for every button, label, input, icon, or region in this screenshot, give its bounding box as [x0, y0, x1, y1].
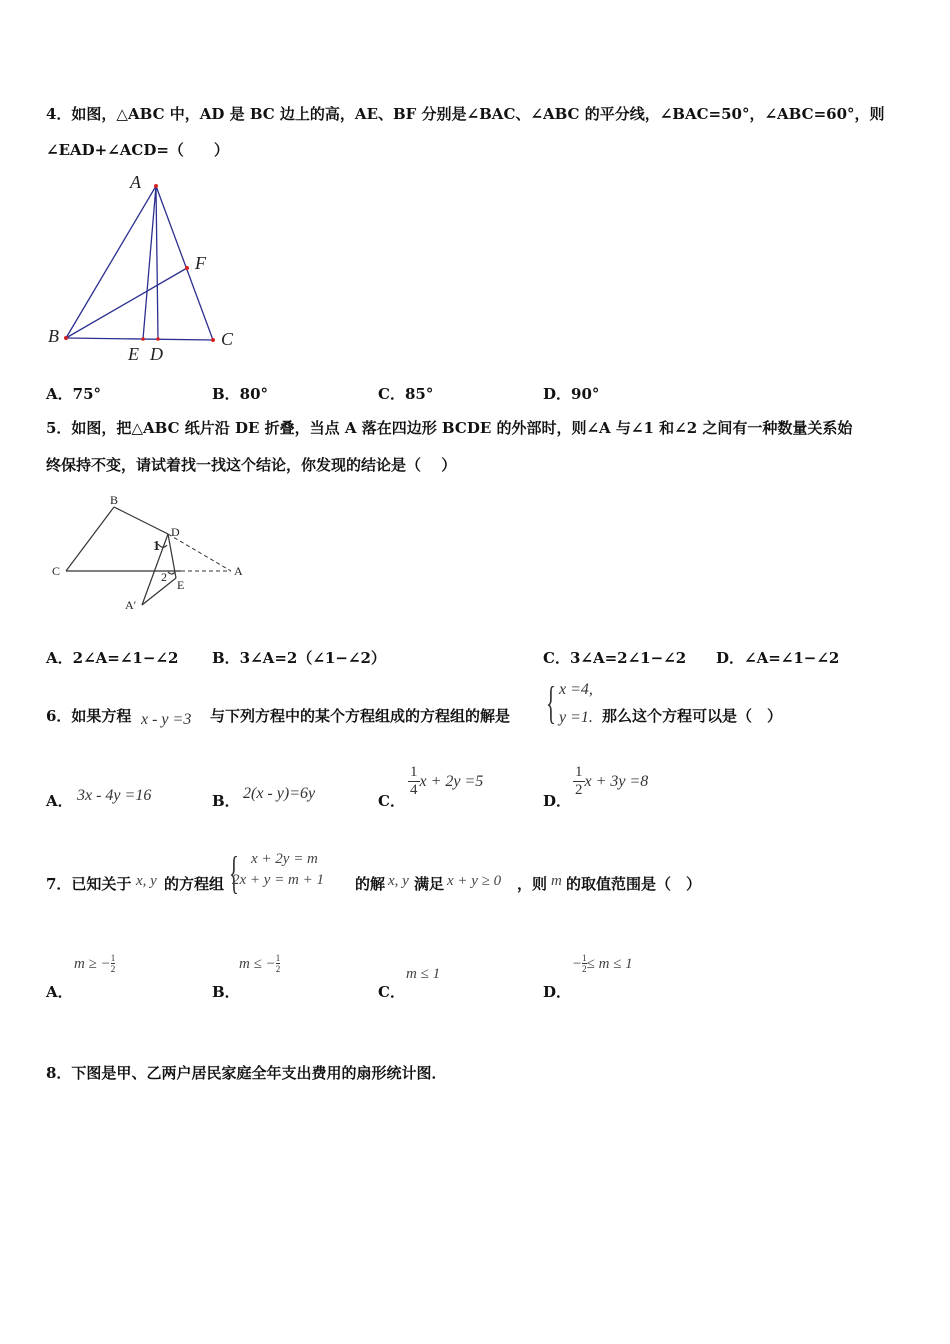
q5-label-d: D	[171, 525, 180, 539]
q5-fold-figure	[46, 492, 246, 617]
q7-suffix: 的取值范围是（ ）	[566, 875, 702, 893]
q7-condition: x + y ≥ 0	[447, 873, 502, 889]
q7-option-d-label[interactable]: D．	[543, 983, 572, 1001]
q6-option-d-label[interactable]: D．	[543, 792, 572, 810]
q4-label-b: B	[48, 326, 59, 346]
q7-option-c-label[interactable]: C．	[378, 983, 405, 1001]
q6-solution-x: x =4,	[559, 681, 593, 698]
q7-middle2: 的解	[355, 875, 386, 893]
q5-option-c[interactable]: C．3∠A=2∠1−∠2	[543, 649, 687, 667]
q6-prefix: 6．如果方程	[46, 707, 132, 725]
q5-stem-line1: 5．如图，把△ABC 纸片沿 DE 折叠，当点 A 落在四边形 BCDE 的外部时，则∠A 与∠1 和∠2 之间有一种数量关系始	[46, 419, 853, 437]
q4-point-f	[185, 266, 189, 270]
q4-triangle-figure	[40, 170, 250, 370]
q6-option-a-label[interactable]: A．	[46, 792, 73, 810]
q5-option-a[interactable]: A．2∠A=∠1−∠2	[46, 649, 179, 667]
q5-dashed-da	[168, 534, 231, 571]
q7-m: m	[551, 873, 562, 889]
q4-option-c[interactable]: C．85°	[378, 385, 434, 403]
q6-option-d-fraction: $\frac{1}{2}$	[575, 764, 583, 798]
q5-label-angle2: 2	[161, 570, 167, 584]
q4-side-bc	[66, 338, 213, 340]
q6-option-b[interactable]: 2(x - y)=6y	[243, 785, 316, 802]
q7-middle1: 的方程组	[164, 875, 225, 893]
q4-label-f: F	[195, 253, 206, 273]
q6-option-b-label[interactable]: B．	[212, 792, 240, 810]
q4-point-a	[154, 184, 158, 188]
q4-point-e	[141, 337, 145, 341]
q6-option-c-label[interactable]: C．	[378, 792, 405, 810]
q5-angle2-arc	[168, 572, 175, 574]
q8-stem-line1: 8．下图是甲、乙两户居民家庭全年支出费用的扇形统计图．	[46, 1064, 447, 1082]
q4-altitude-ad	[156, 186, 158, 339]
q5-option-d[interactable]: D．∠A=∠1−∠2	[716, 649, 840, 667]
q7-middle4: ，则	[517, 875, 548, 893]
q6-option-c-fraction: $\frac{1}{4}$	[410, 764, 418, 798]
q4-bisector-ae	[143, 186, 156, 339]
q4-point-c	[211, 338, 215, 342]
q4-stem-line2: ∠EAD+∠ACD=（ ）	[46, 141, 229, 159]
q7-middle3: 满足	[414, 875, 445, 893]
q5-label-angle1: 1	[153, 539, 160, 554]
q4-point-d	[156, 337, 160, 341]
q7-prefix: 7．已知关于	[46, 875, 132, 893]
q6-solution-brace: {	[546, 677, 556, 728]
q4-point-b	[64, 336, 68, 340]
q7-option-b[interactable]: m ≤ − $\frac{1}{2}$	[239, 953, 281, 974]
q7-equation2: 2x + y = m + 1	[232, 872, 325, 888]
q7-option-d-fraction: $\frac{1}{2}$	[582, 953, 587, 974]
q6-middle: 与下列方程中的某个方程组成的方程组的解是	[210, 707, 511, 725]
q6-option-c[interactable]: $\frac{1}{4}$ x + 2y =5	[410, 764, 484, 798]
q5-label-b: B	[110, 493, 119, 507]
q6-suffix: 那么这个方程可以是（ ）	[602, 707, 783, 725]
q4-label-a: A	[130, 172, 141, 192]
q5-label-c: C	[52, 564, 61, 578]
q4-label-e: E	[128, 344, 139, 364]
q4-bisector-bf	[66, 268, 187, 338]
q5-option-b[interactable]: B．3∠A=2（∠1−∠2）	[212, 649, 386, 667]
q7-system-brace: {	[229, 847, 239, 898]
q6-solution-y: y =1.	[559, 709, 593, 726]
q7-option-a[interactable]: m ≥ − $\frac{1}{2}$	[74, 953, 116, 974]
q7-option-b-label[interactable]: B．	[212, 983, 240, 1001]
q5-stem-line2: 终保持不变，请试着找一找这个结论，你发现的结论是（ ）	[46, 456, 457, 474]
q6-equation: x - y =3	[141, 711, 192, 728]
q4-option-a[interactable]: A．75°	[46, 385, 102, 403]
q4-label-d: D	[150, 344, 163, 364]
q4-stem-line1: 4．如图，△ABC 中，AD 是 BC 边上的高，AE、BF 分别是∠BAC、∠ABC 的平分线，∠BAC=50°，∠ABC=60°，则	[46, 105, 885, 123]
q4-label-c: C	[221, 329, 234, 349]
q4-option-b[interactable]: B．80°	[212, 385, 269, 403]
q5-label-a-prime: A′	[125, 598, 137, 612]
q5-label-a: A	[234, 564, 243, 578]
q7-vars2: x, y	[388, 873, 409, 889]
q5-side-cb	[66, 507, 114, 571]
q7-option-c[interactable]: m ≤ 1	[406, 966, 441, 982]
q7-option-b-fraction: $\frac{1}{2}$	[275, 953, 281, 974]
q4-side-ab	[66, 186, 156, 338]
q7-option-a-fraction: $\frac{1}{2}$	[110, 953, 116, 974]
q7-vars: x, y	[136, 873, 157, 889]
q5-label-e: E	[177, 578, 185, 592]
q6-option-a[interactable]: 3x - 4y =16	[77, 787, 152, 804]
q4-option-d[interactable]: D．90°	[543, 385, 600, 403]
q7-option-a-label[interactable]: A．	[46, 983, 73, 1001]
q7-equation1: x + 2y = m	[251, 851, 318, 867]
q5-side-bd	[114, 507, 168, 534]
q7-option-d[interactable]: − $\frac{1}{2}\le m \le 1$	[572, 953, 633, 974]
q6-option-d[interactable]: $\frac{1}{2}$ x + 3y =8	[575, 764, 649, 798]
